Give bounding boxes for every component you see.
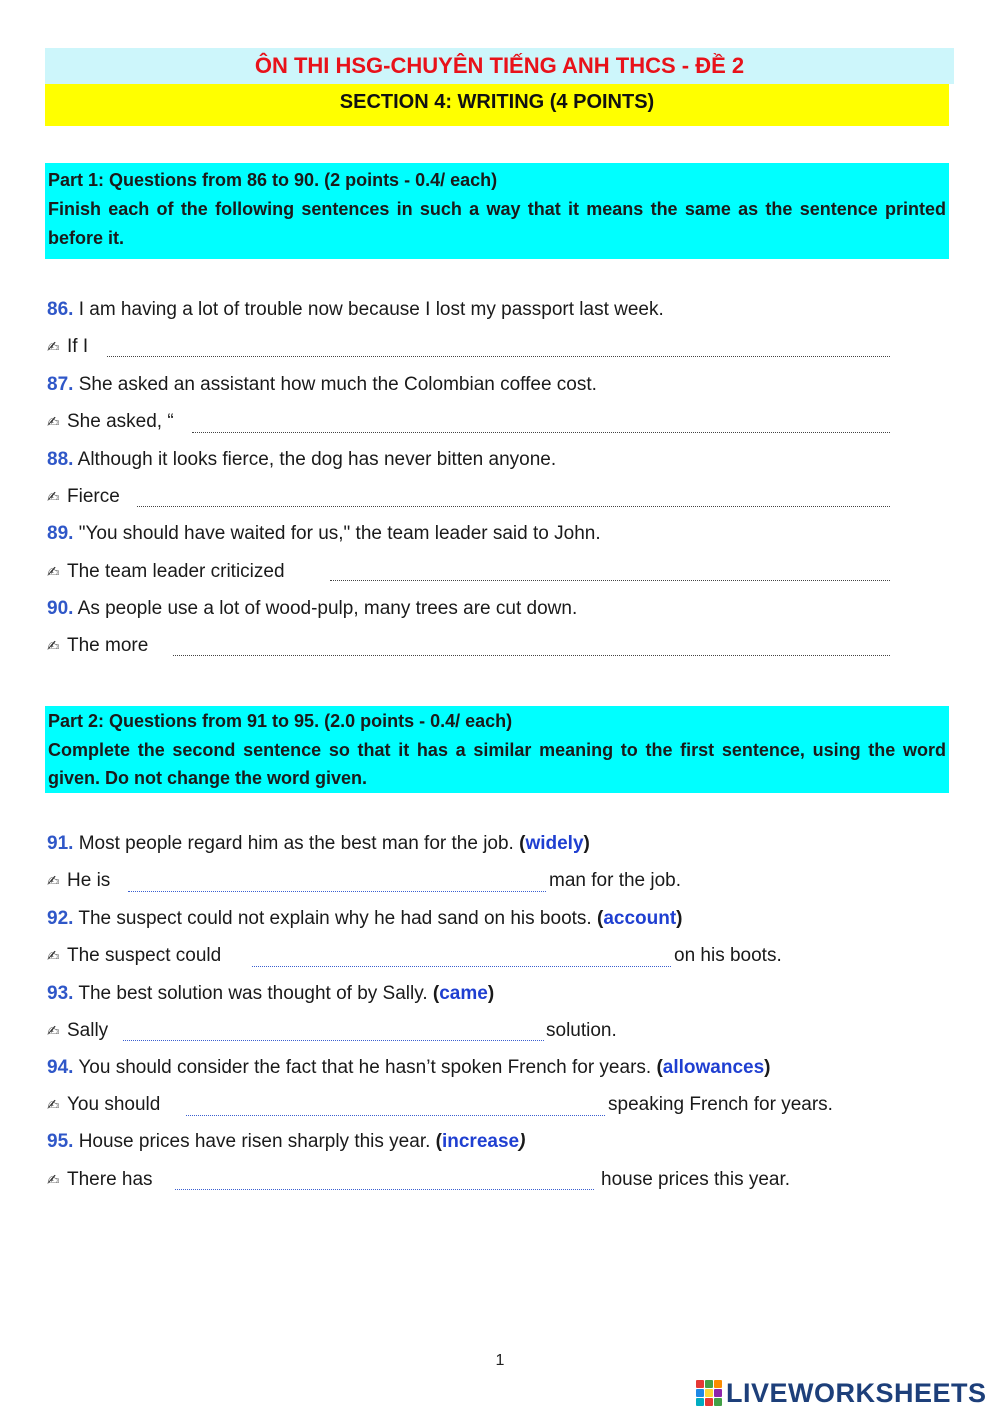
given-word: account <box>603 908 677 929</box>
answer-prompt: Sally <box>67 1020 109 1041</box>
answer-input-86[interactable] <box>107 356 890 357</box>
question-94: 94. You should consider the fact that he hasn’t spoken French for years. (allowances) <box>47 1057 771 1078</box>
answer-line-90 <box>47 631 148 661</box>
question-text: She asked an assistant how much the Colombian coffee cost. <box>78 374 597 395</box>
answer-prompt: The more <box>67 635 149 656</box>
liveworksheets-brand[interactable] <box>696 1376 987 1410</box>
answer-line-87 <box>47 407 174 437</box>
writing-hand-icon: ✍ <box>47 564 60 581</box>
answer-input-89[interactable] <box>330 580 890 581</box>
question-text: I am having a lot of trouble now because I lost my passport last week. <box>78 299 664 320</box>
answer-prompt: You should <box>67 1094 161 1115</box>
answer-ending: man for the job. <box>549 870 682 891</box>
given-word: increase <box>441 1131 520 1152</box>
answer-input-92[interactable] <box>252 966 671 967</box>
given-word: widely <box>525 833 584 854</box>
part1-instructions <box>45 163 949 259</box>
question-text: The best solution was thought of by Sally. <box>78 983 428 1004</box>
writing-hand-icon: ✍ <box>47 638 60 655</box>
question-86 <box>47 295 664 325</box>
answer-prompt: There has <box>67 1169 153 1190</box>
question-text: You should consider the fact that he hasn’t spoken French for years. <box>78 1057 652 1078</box>
writing-hand-icon: ✍ <box>47 1023 60 1040</box>
answer-prompt: She asked, “ <box>67 411 174 432</box>
answer-prompt: Fierce <box>67 486 120 507</box>
question-number: 86. <box>47 299 74 320</box>
question-text: The suspect could not explain why he had sand on his boots. <box>78 908 592 929</box>
answer-input-93[interactable] <box>123 1040 544 1041</box>
question-number: 92. <box>47 908 74 929</box>
answer-line-95 <box>47 1165 153 1195</box>
given-word: allowances <box>662 1057 765 1078</box>
question-text: Most people regard him as the best man for the job. <box>78 833 514 854</box>
writing-hand-icon: ✍ <box>47 339 60 356</box>
question-88 <box>47 445 556 475</box>
question-87 <box>47 370 597 400</box>
liveworksheets-logo-icon <box>696 1380 722 1406</box>
answer-prompt: The suspect could <box>67 945 222 966</box>
answer-ending: on his boots. <box>674 945 782 966</box>
writing-hand-icon: ✍ <box>47 873 60 890</box>
answer-input-95[interactable] <box>175 1189 594 1190</box>
question-number: 91. <box>47 833 74 854</box>
answer-prompt: If I <box>67 336 89 357</box>
question-number: 94. <box>47 1057 74 1078</box>
part1-description: Finish each of the following sentences in such a way that it means the same as the sentence printed before it. <box>48 199 946 248</box>
part2-instructions <box>45 706 949 793</box>
part2-description: Complete the second sentence so that it has a similar meaning to the first sentence, using the word given. Do not change the word given. <box>48 740 946 788</box>
question-text: Although it looks fierce, the dog has never bitten anyone. <box>77 449 557 470</box>
writing-hand-icon: ✍ <box>47 489 60 506</box>
question-number: 87. <box>47 374 74 395</box>
writing-hand-icon: ✍ <box>47 1097 60 1114</box>
answer-input-91[interactable] <box>128 891 546 892</box>
answer-line-92 <box>47 941 221 971</box>
answer-input-88[interactable] <box>137 506 890 507</box>
writing-hand-icon: ✍ <box>47 948 60 965</box>
answer-ending: house prices this year. <box>601 1169 791 1190</box>
section-title: SECTION 4: WRITING (4 POINTS) <box>339 91 655 113</box>
writing-hand-icon: ✍ <box>47 1172 60 1189</box>
question-number: 93. <box>47 983 74 1004</box>
title-banner <box>45 48 954 84</box>
question-89 <box>47 519 601 549</box>
question-number: 90. <box>47 598 74 619</box>
question-91: 91. Most people regard him as the best man for the job. (widely) <box>47 833 590 854</box>
answer-line-89 <box>47 557 285 587</box>
part1-title: Part 1: Questions from 86 to 90. (2 points - 0.4/ each) <box>48 170 498 190</box>
answer-line-86 <box>47 332 88 362</box>
answer-input-90[interactable] <box>173 655 890 656</box>
brand-name: LIVEWORKSHEETS <box>726 1377 987 1408</box>
answer-line-88 <box>47 482 120 512</box>
page-title: ÔN THI HSG-CHUYÊN TIẾNG ANH THCS - ĐỀ 2 <box>254 53 745 78</box>
answer-input-87[interactable] <box>192 432 890 433</box>
answer-line-93 <box>47 1016 108 1046</box>
answer-line-94 <box>47 1090 160 1120</box>
given-word: came <box>439 983 488 1004</box>
answer-ending: solution. <box>546 1020 617 1041</box>
question-number: 88. <box>47 449 74 470</box>
question-number: 95. <box>47 1131 74 1152</box>
answer-ending: speaking French for years. <box>608 1094 833 1115</box>
question-number: 89. <box>47 523 74 544</box>
question-text: As people use a lot of wood-pulp, many trees are cut down. <box>77 598 578 619</box>
section-banner <box>45 84 949 126</box>
answer-input-94[interactable] <box>186 1115 605 1116</box>
answer-prompt: The team leader criticized <box>67 561 285 582</box>
question-93: 93. The best solution was thought of by Sally. (came) <box>47 983 495 1004</box>
question-95: 95. House prices have risen sharply this year. (increase) <box>47 1131 526 1152</box>
question-text: "You should have waited for us," the team leader said to John. <box>78 523 601 544</box>
part2-title: Part 2: Questions from 91 to 95. (2.0 points - 0.4/ each) <box>48 711 513 731</box>
page-number: 1 <box>495 1352 505 1369</box>
writing-hand-icon: ✍ <box>47 414 60 431</box>
answer-line-91 <box>47 866 110 896</box>
question-92: 92. The suspect could not explain why he had sand on his boots. (account) <box>47 908 683 929</box>
question-90 <box>47 594 577 624</box>
question-text: House prices have risen sharply this year. <box>78 1131 431 1152</box>
answer-prompt: He is <box>67 870 111 891</box>
